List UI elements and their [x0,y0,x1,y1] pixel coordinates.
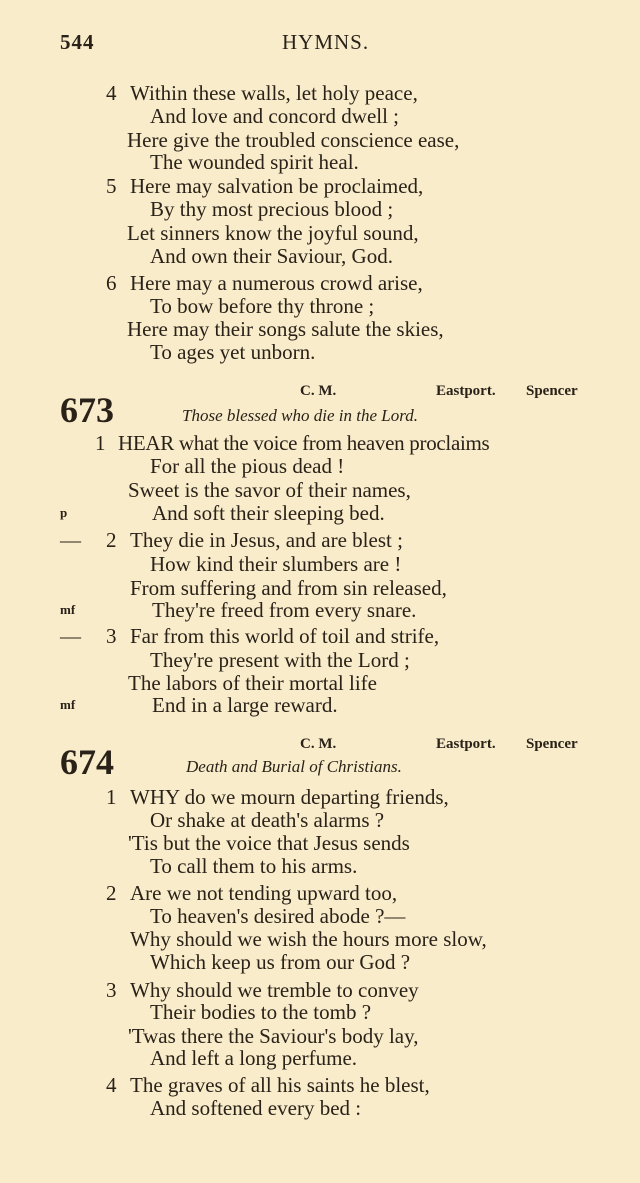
hymn-line: They're freed from every snare. [152,598,417,622]
hymn-line: Sweet is the savor of their names, [128,478,411,502]
stanza-number: 4 [106,81,117,105]
stanza-number: 2 [106,528,117,552]
dynamic-marking: mf [60,697,76,712]
stanza-number: 3 [106,624,117,648]
hymn-number: 673 [60,390,114,430]
hymn-line: Let sinners know the joyful sound, [127,221,419,245]
hymn-line: The graves of all his saints he blest, [130,1073,430,1097]
running-title: HYMNS. [282,30,370,54]
page-number: 544 [60,30,95,54]
stanza-number: 2 [106,881,117,905]
stanza-number: 1 [106,785,117,809]
hymn-line: For all the pious dead ! [150,454,345,478]
hymn-line: Here may salvation be proclaimed, [130,174,424,198]
hymn-line: Why should we wish the hours more slow, [130,927,487,951]
hymn-line: To bow before thy throne ; [150,294,375,318]
dynamic-marking: p [60,505,68,520]
hymn-line: Or shake at death's alarms ? [150,808,385,832]
hymn-line: The labors of their mortal life [128,671,377,695]
hymn-tune: Eastport. [436,383,496,399]
hymn-tune: Eastport. [436,736,496,752]
hymn-line: To ages yet unborn. [150,340,316,364]
hymn-line: Here may a numerous crowd arise, [130,271,423,295]
hymn-line: And own their Saviour, God. [150,244,393,268]
hymn-line: They die in Jesus, and are blest ; [130,528,403,552]
hymn-line: And left a long perfume. [150,1046,358,1070]
hymn-line: And soft their sleeping bed. [152,501,385,525]
hymn-line: To heaven's desired abode ?— [150,904,406,928]
hymn-line: Their bodies to the tomb ? [150,1000,372,1024]
hymn-line: Which keep us from our God ? [150,950,411,974]
hymn-line: By thy most precious blood ; [150,197,394,221]
hymn-author: Spencer [526,383,578,399]
hymn-line: Are we not tending upward too, [130,881,398,905]
hymn-line: To call them to his arms. [150,854,358,878]
hymn-line: The wounded spirit heal. [150,150,359,174]
hymn-line: 'Twas there the Saviour's body lay, [128,1024,419,1048]
dash-marking: — [60,624,81,648]
hymn-meter: C. M. [300,736,337,752]
hymn-line: Here may their songs salute the skies, [127,317,444,341]
hymn-line: And love and concord dwell ; [150,104,400,128]
hymn-line: End in a large reward. [152,693,338,717]
stanza-number: 6 [106,271,117,295]
stanza-number: 3 [106,978,117,1002]
dynamic-marking: mf [60,602,76,617]
hymn-line: They're present with the Lord ; [150,648,410,672]
hymn-line: How kind their slumbers are ! [150,552,402,576]
hymn-line: 'Tis but the voice that Jesus sends [128,831,410,855]
hymn-title: Those blessed who die in the Lord. [182,406,418,425]
hymn-line: Why should we tremble to convey [130,978,419,1002]
dash-marking: — [60,528,81,552]
hymn-line: Here give the troubled conscience ease, [127,128,460,152]
stanza-number: 1 [95,431,106,455]
hymn-line: From suffering and from sin released, [130,576,447,600]
hymn-line: HEAR what the voice from heaven proclaims [118,431,490,455]
hymn-line: WHY do we mourn departing friends, [130,785,449,809]
hymn-title: Death and Burial of Christians. [186,757,402,776]
hymn-meter: C. M. [300,383,337,399]
stanza-number: 4 [106,1073,117,1097]
hymn-line: Far from this world of toil and strife, [130,624,440,648]
hymn-number: 674 [60,742,114,782]
stanza-number: 5 [106,174,117,198]
hymn-line: And softened every bed : [150,1096,362,1120]
hymn-line: Within these walls, let holy peace, [130,81,418,105]
hymn-author: Spencer [526,736,578,752]
